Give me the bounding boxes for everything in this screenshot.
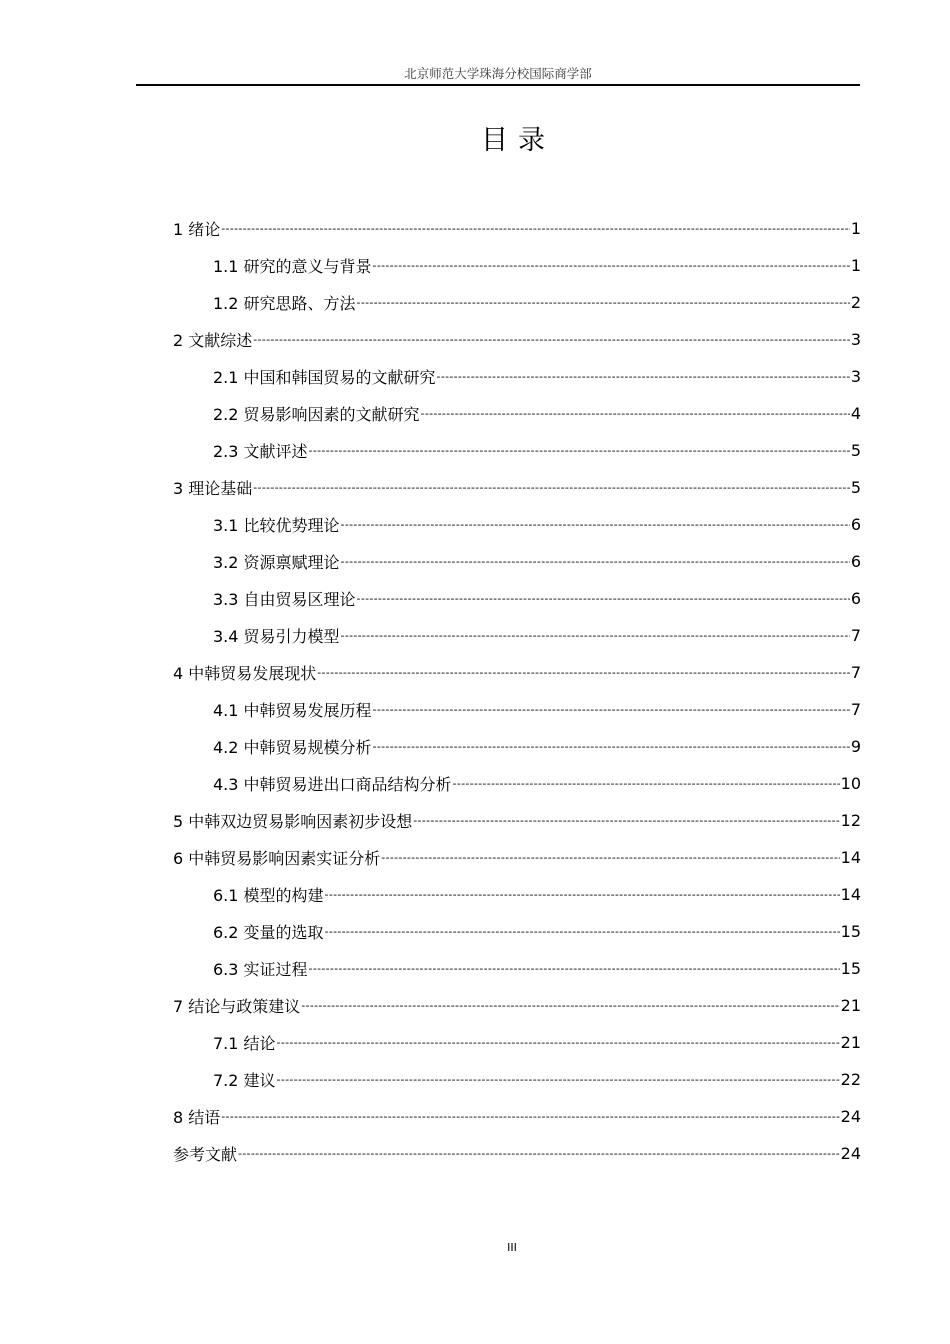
toc-dot-leader xyxy=(301,1000,839,1011)
toc-entry[interactable] xyxy=(173,691,861,728)
toc-dot-leader xyxy=(277,1074,840,1085)
toc-entry[interactable] xyxy=(173,728,861,765)
toc-dot-leader xyxy=(373,260,850,271)
toc-entry[interactable] xyxy=(173,432,861,469)
toc-dot-leader xyxy=(413,815,839,826)
toc-entry-page: 24 xyxy=(840,1107,861,1126)
toc-entry[interactable] xyxy=(173,395,861,432)
toc-entry-page: 6 xyxy=(850,589,861,608)
toc-entry-page: 6 xyxy=(850,552,861,571)
toc-entry[interactable] xyxy=(173,247,861,284)
toc-entry-label: 3.1 比较优势理论 xyxy=(213,516,340,535)
toc-dot-leader xyxy=(373,741,850,752)
toc-dot-leader xyxy=(341,630,850,641)
toc-dot-leader xyxy=(373,704,850,715)
toc-entry[interactable] xyxy=(173,321,861,358)
toc-entry-page: 3 xyxy=(850,330,861,349)
toc-entry-label: 6.2 变量的选取 xyxy=(213,923,324,942)
toc-entry[interactable] xyxy=(173,913,861,950)
toc-entry-page: 7 xyxy=(850,700,861,719)
toc-entry[interactable] xyxy=(173,802,861,839)
header-rule xyxy=(136,84,860,86)
toc-dot-leader xyxy=(325,926,840,937)
toc-entry-label: 2 文献综述 xyxy=(173,331,253,350)
toc-entry-page: 4 xyxy=(850,404,861,423)
toc-entry-page: 5 xyxy=(850,441,861,460)
toc-entry-label: 3.3 自由贸易区理论 xyxy=(213,590,356,609)
toc-entry[interactable] xyxy=(173,543,861,580)
toc-entry[interactable] xyxy=(173,839,861,876)
toc-dot-leader xyxy=(357,297,850,308)
toc-dot-leader xyxy=(453,778,840,789)
toc-entry-page: 9 xyxy=(850,737,861,756)
toc-entry-page: 15 xyxy=(840,959,861,978)
toc-entry-label: 2.1 中国和韩国贸易的文献研究 xyxy=(213,368,436,387)
page-header: 北京师范大学珠海分校国际商学部 xyxy=(404,66,592,81)
toc-entry-label: 6 中韩贸易影响因素实证分析 xyxy=(173,849,381,868)
toc-dot-leader xyxy=(437,371,850,382)
toc-entry-page: 10 xyxy=(840,774,861,793)
toc-entry[interactable] xyxy=(173,469,861,506)
toc-entry-page: 2 xyxy=(850,293,861,312)
toc-entry-label: 4 中韩贸易发展现状 xyxy=(173,664,317,683)
toc-entry-page: 6 xyxy=(850,515,861,534)
footer-page-number: III xyxy=(507,1241,517,1254)
toc-entry-label: 3 理论基础 xyxy=(173,479,253,498)
toc-entry-label: 7.1 结论 xyxy=(213,1034,276,1053)
toc-entry[interactable] xyxy=(173,1098,861,1135)
toc-entry-label: 5 中韩双边贸易影响因素初步设想 xyxy=(173,812,413,831)
toc-entry[interactable] xyxy=(173,617,861,654)
toc-entry-page: 21 xyxy=(840,996,861,1015)
toc-dot-leader xyxy=(253,334,850,345)
toc-entry-label: 4.2 中韩贸易规模分析 xyxy=(213,738,372,757)
toc-dot-leader xyxy=(341,556,850,567)
toc-entry[interactable] xyxy=(173,210,861,247)
toc-entry-label: 3.2 资源禀赋理论 xyxy=(213,553,340,572)
toc-dot-leader xyxy=(341,519,850,530)
toc-entry[interactable] xyxy=(173,987,861,1024)
toc-dot-leader xyxy=(309,445,850,456)
toc-entry-label: 2.3 文献评述 xyxy=(213,442,308,461)
toc-entry-label: 7.2 建议 xyxy=(213,1071,276,1090)
toc-entry[interactable] xyxy=(173,950,861,987)
toc-entry-page: 5 xyxy=(850,478,861,497)
toc-dot-leader xyxy=(221,1111,839,1122)
page-title: 目录 xyxy=(481,125,555,156)
table-of-contents xyxy=(173,210,861,1172)
toc-entry-page: 7 xyxy=(850,626,861,645)
toc-dot-leader xyxy=(357,593,850,604)
toc-entry[interactable] xyxy=(173,654,861,691)
toc-dot-leader xyxy=(325,889,840,900)
toc-dot-leader xyxy=(309,963,840,974)
toc-entry[interactable] xyxy=(173,1061,861,1098)
toc-entry-page: 7 xyxy=(850,663,861,682)
toc-entry-page: 24 xyxy=(840,1144,861,1163)
toc-entry-label: 6.1 模型的构建 xyxy=(213,886,324,905)
toc-entry-label: 2.2 贸易影响因素的文献研究 xyxy=(213,405,420,424)
toc-entry-page: 12 xyxy=(840,811,861,830)
toc-entry-page: 14 xyxy=(840,848,861,867)
toc-dot-leader xyxy=(421,408,850,419)
toc-dot-leader xyxy=(238,1148,840,1159)
toc-entry-page: 14 xyxy=(840,885,861,904)
toc-entry[interactable] xyxy=(173,1024,861,1061)
toc-dot-leader xyxy=(253,482,850,493)
toc-entry-label: 8 结语 xyxy=(173,1108,221,1127)
toc-entry-label: 4.3 中韩贸易进出口商品结构分析 xyxy=(213,775,452,794)
toc-entry-page: 1 xyxy=(850,219,861,238)
toc-entry-page: 1 xyxy=(850,256,861,275)
toc-dot-leader xyxy=(277,1037,840,1048)
toc-entry-page: 22 xyxy=(840,1070,861,1089)
toc-entry-page: 21 xyxy=(840,1033,861,1052)
toc-entry[interactable] xyxy=(173,506,861,543)
toc-entry-label: 参考文献 xyxy=(173,1145,238,1164)
toc-entry[interactable] xyxy=(173,1135,861,1172)
toc-entry-page: 15 xyxy=(840,922,861,941)
toc-entry[interactable] xyxy=(173,876,861,913)
toc-entry-label: 1.2 研究思路、方法 xyxy=(213,294,356,313)
toc-entry[interactable] xyxy=(173,358,861,395)
toc-entry-label: 7 结论与政策建议 xyxy=(173,997,301,1016)
toc-entry-label: 3.4 贸易引力模型 xyxy=(213,627,340,646)
toc-dot-leader xyxy=(381,852,839,863)
toc-entry[interactable] xyxy=(173,580,861,617)
toc-entry-label: 6.3 实证过程 xyxy=(213,960,308,979)
toc-entry-label: 1 绪论 xyxy=(173,220,221,239)
toc-entry[interactable] xyxy=(173,284,861,321)
toc-dot-leader xyxy=(221,223,850,234)
toc-dot-leader xyxy=(317,667,850,678)
toc-entry-page: 3 xyxy=(850,367,861,386)
toc-entry-label: 1.1 研究的意义与背景 xyxy=(213,257,372,276)
toc-entry-label: 4.1 中韩贸易发展历程 xyxy=(213,701,372,720)
toc-entry[interactable] xyxy=(173,765,861,802)
